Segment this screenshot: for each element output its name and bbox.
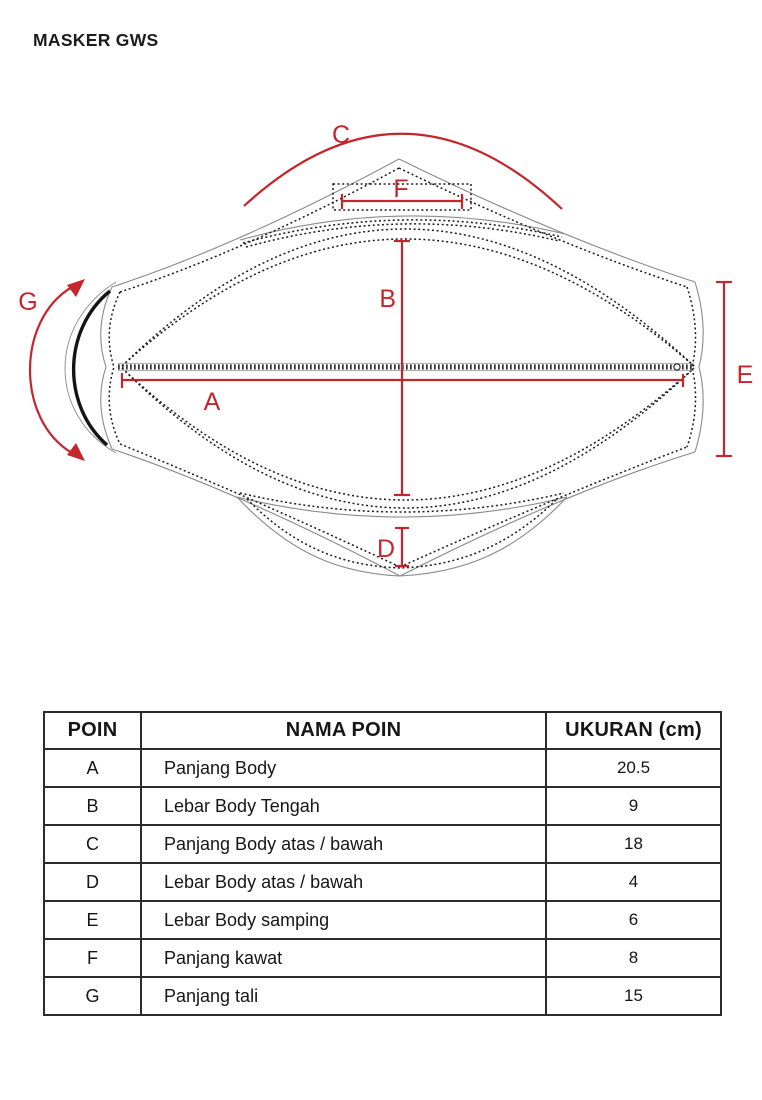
measure-a-label: A (203, 388, 221, 416)
table-row (44, 749, 721, 787)
stitch-lens-top-inner (122, 239, 694, 366)
nama-cell: Lebar Body atas / bawah (141, 863, 546, 901)
nama-cell: Lebar Body samping (141, 901, 546, 939)
measure-g-label: G (18, 288, 38, 316)
center-seam (118, 364, 694, 371)
g-arrowhead-top (67, 279, 85, 297)
measure-e-label: E (736, 361, 754, 389)
g-arrowhead-bottom (67, 443, 85, 461)
measure-c-label: C (331, 121, 351, 149)
body-left-side (101, 287, 112, 449)
ear-loop-strap (74, 291, 110, 445)
measure-b-label: B (379, 285, 396, 313)
ukuran-cell: 18 (546, 825, 721, 863)
table-row (44, 825, 721, 863)
stitch-top-right-edge (399, 168, 687, 287)
poin-cell: A (44, 749, 141, 787)
header-ukuran: UKURAN (cm) (546, 712, 721, 749)
ukuran-cell: 6 (546, 901, 721, 939)
stitch-top-left-edge (120, 168, 399, 292)
bottom-flap-fold-line (237, 497, 567, 517)
table-row (44, 901, 721, 939)
measure-e-line (716, 282, 732, 456)
ukuran-cell: 9 (546, 787, 721, 825)
measure-d-line (395, 528, 409, 566)
ukuran-cell: 8 (546, 939, 721, 977)
stitch-bottom-right-edge (400, 447, 687, 567)
page-title: MASKER GWS (33, 30, 159, 50)
stitch-bottom-left-edge (120, 444, 400, 567)
table-row (44, 977, 721, 1015)
nama-cell: Panjang tali (141, 977, 546, 1015)
poin-cell: E (44, 901, 141, 939)
table-row (44, 787, 721, 825)
size-table (43, 711, 722, 1016)
ear-loop (65, 282, 116, 453)
poin-cell: F (44, 939, 141, 977)
nama-cell: Panjang kawat (141, 939, 546, 977)
measure-labels (18, 121, 753, 563)
body-right-side (695, 282, 703, 452)
poin-cell: G (44, 977, 141, 1015)
ukuran-cell: 20.5 (546, 749, 721, 787)
nama-cell: Panjang Body (141, 749, 546, 787)
nama-cell: Lebar Body Tengah (141, 787, 546, 825)
measure-f-label: F (393, 175, 409, 203)
ukuran-cell: 15 (546, 977, 721, 1015)
measure-d-label: D (376, 535, 396, 563)
measurements (30, 134, 732, 566)
body-bottom-right-edge (400, 452, 695, 576)
body-bottom-left-edge (112, 449, 400, 576)
seam-end-knot (674, 364, 680, 370)
body-top-left-edge (112, 159, 399, 287)
nama-cell: Panjang Body atas / bawah (141, 825, 546, 863)
poin-cell: D (44, 863, 141, 901)
measure-g-arrow (30, 279, 85, 461)
header-poin: POIN (44, 712, 141, 749)
poin-cell: B (44, 787, 141, 825)
stitch-lens-top-outer (122, 229, 694, 366)
ukuran-cell: 4 (546, 863, 721, 901)
header-nama: NAMA POIN (141, 712, 546, 749)
table-header-row (44, 712, 721, 749)
poin-cell: C (44, 825, 141, 863)
table-row (44, 939, 721, 977)
table-row (44, 863, 721, 901)
